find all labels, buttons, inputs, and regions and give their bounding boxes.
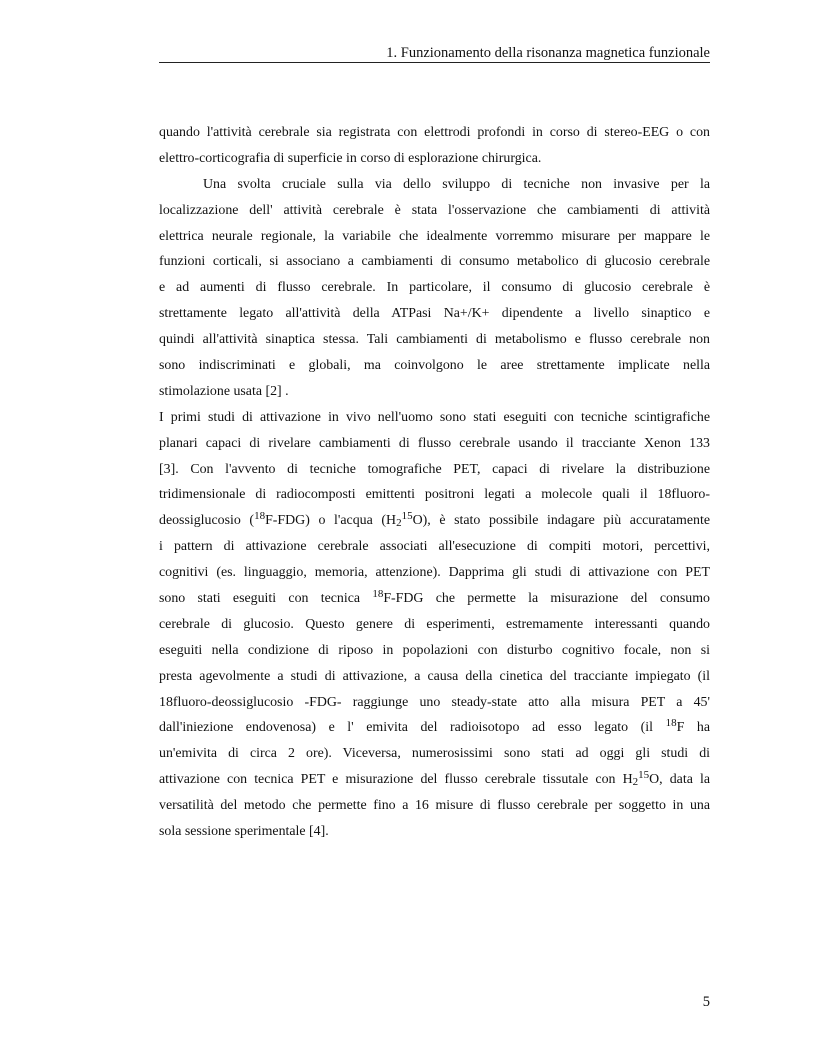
subscript: 2 bbox=[632, 776, 639, 789]
text-line: presta agevolmente a studi di attivazione, a causa della cinetica del tracciante impiegato (il bbox=[159, 668, 710, 684]
page-number: 5 bbox=[702, 994, 710, 1010]
text-line: elettro-corticografia di superficie in corso di esplorazione chirurgica. bbox=[159, 150, 542, 166]
text-line: eseguiti nella condizione di riposo in popolazioni con disturbo cognitivo focale, non si bbox=[159, 642, 710, 658]
body-text bbox=[159, 120, 710, 845]
text-line: planari capaci di rivelare cambiamenti di flusso cerebrale usando il tracciante Xenon 133 bbox=[159, 435, 710, 451]
text-line: sono stati eseguiti con tecnica $^{18}$F-FDG che permette la misurazione del consumo bbox=[159, 588, 710, 607]
running-header: 1. Funzionamento della risonanza magnetica funzionale bbox=[159, 44, 710, 63]
text-line: quindi all'attività sinaptica stessa. Tali cambiamenti di metabolismo e flusso cerebrale non bbox=[159, 332, 710, 348]
text-line: stimolazione usata [2] . bbox=[159, 383, 289, 399]
text-line: i pattern di attivazione cerebrale associati all'esecuzione di compiti motori, percettivi, bbox=[159, 539, 710, 555]
text-line: cognitivi (es. linguaggio, memoria, attenzione). Dapprima gli studi di attivazione con PET bbox=[159, 565, 710, 581]
text-line: sono indiscriminati e globali, ma coinvolgono le aree strettamente implicate nella bbox=[159, 358, 710, 374]
text-line: funzioni corticali, si associano a cambiamenti di consumo metabolico di glucosio cerebrale bbox=[159, 254, 710, 270]
text-line: cerebrale di glucosio. Questo genere di esperimenti, estremamente interessanti quando bbox=[159, 616, 710, 632]
text-line: localizzazione dell' attività cerebrale è stata l'osservazione che cambiamenti di attività bbox=[159, 202, 710, 218]
superscript: 18 bbox=[254, 510, 266, 523]
superscript: 18 bbox=[665, 717, 677, 730]
text-line: 18fluoro-deossiglucosio -FDG- raggiunge uno steady-state atto alla misura PET a 45' bbox=[159, 694, 710, 710]
text-line: quando l'attività cerebrale sia registrata con elettrodi profondi in corso di stereo-EEG o con bbox=[159, 125, 710, 140]
paragraph-first-line: Una svolta cruciale sulla via dello sviluppo di tecniche non invasive per la bbox=[203, 176, 710, 192]
text-line: dall'iniezione endovenosa) e l' emivita del radioisotopo ad esso legato (il $^{18}$F ha bbox=[159, 717, 710, 736]
text-line: versatilità del metodo che permette fino a 16 misure di flusso cerebrale per soggetto in una bbox=[159, 798, 710, 814]
superscript: 18 bbox=[372, 588, 384, 601]
superscript: 15 bbox=[638, 769, 650, 782]
text-line: [3]. Con l'avvento di tecniche tomografiche PET, capaci di rivelare la distribuzione bbox=[159, 461, 710, 477]
text-line: e ad aumenti di flusso cerebrale. In particolare, il consumo di glucosio cerebrale è bbox=[159, 280, 710, 296]
text-line: tridimensionale di radiocomposti emittenti positroni legati a molecole quali il 18fluoro- bbox=[159, 487, 710, 503]
text-line: deossiglucosio ($^{18}$F-FDG) o l'acqua $(H_2^{15}O)$, è stato possibile indagare più accuratamente bbox=[159, 510, 710, 530]
superscript: 15 bbox=[401, 510, 413, 523]
subscript: 2 bbox=[396, 517, 402, 530]
text-line: elettrica neurale regionale, la variabile che idealmente vorremmo misurare per mappare le bbox=[159, 228, 710, 244]
text-line: sola sessione sperimentale [4]. bbox=[159, 824, 329, 840]
text-line: attivazione con tecnica PET e misurazione del flusso cerebrale tissutale con $H_2^{15}O$, data la bbox=[159, 769, 710, 789]
text-line: un'emivita di circa 2 ore). Viceversa, numerosissimi sono stati ad oggi gli studi di bbox=[159, 746, 710, 762]
text-line: strettamente legato all'attività della ATPasi Na+/K+ dipendente a livello sinaptico e bbox=[159, 306, 710, 322]
paragraph-first-line: I primi studi di attivazione in vivo nell'uomo sono stati eseguiti con tecniche scintigrafiche bbox=[159, 409, 710, 425]
